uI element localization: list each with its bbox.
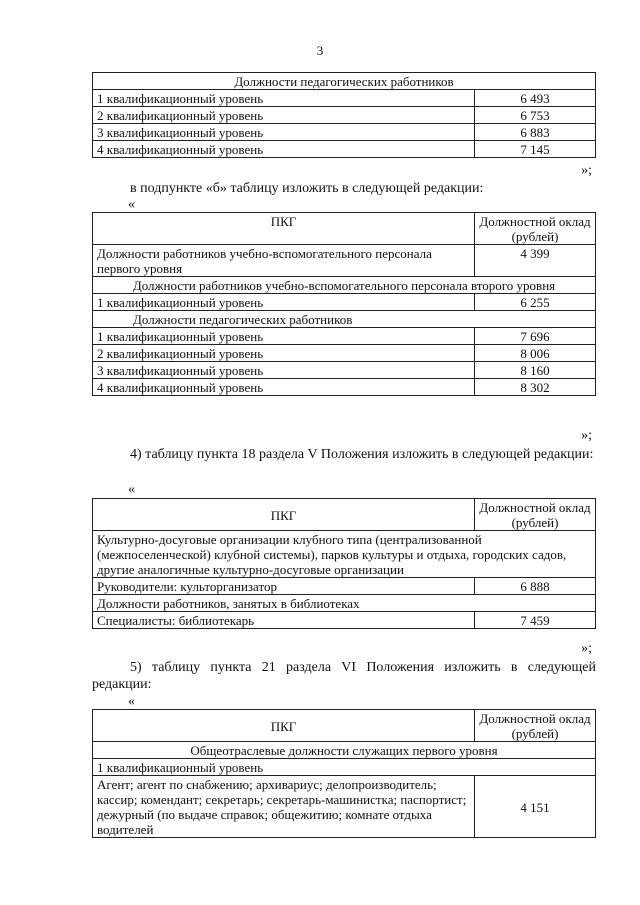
table-row <box>93 379 596 396</box>
closing-quote: »; <box>581 641 592 656</box>
row-value: 4 399 <box>475 245 596 277</box>
row-label: 3 квалификационный уровень <box>93 124 475 141</box>
row-label: Агент; агент по снабжению; архивариус; делопроизводитель; кассир; комендант; секретарь; секретарь-машинистка; паспортист; дежурный (по выдаче справок; общежитию; комнате отдыха водителей <box>93 776 475 838</box>
row-label: 1 квалификационный уровень <box>93 90 475 107</box>
row-value: 6 888 <box>475 578 596 595</box>
table-row <box>93 759 596 776</box>
table-row <box>93 107 596 124</box>
closing-quote: »; <box>581 428 592 443</box>
paragraph-point-4: 4) таблицу пункта 18 раздела V Положения изложить в следующей редакции: <box>130 447 594 462</box>
row-label: 4 квалификационный уровень <box>93 379 475 396</box>
table-row <box>93 73 596 90</box>
column-header-salary: Должностной оклад (рублей) <box>475 213 596 245</box>
table-office-salaries <box>92 709 596 838</box>
row-value: 7 696 <box>475 328 596 345</box>
row-label: 4 квалификационный уровень <box>93 141 475 158</box>
table-row <box>93 776 596 838</box>
table-row <box>93 595 596 612</box>
row-value: 6 255 <box>475 294 596 311</box>
table-row <box>93 213 596 245</box>
table-header: Должности педагогических работников <box>93 73 596 90</box>
row-value: 7 459 <box>475 612 596 629</box>
opening-quote: « <box>128 197 135 212</box>
table-row <box>93 294 596 311</box>
group-header: Культурно-досуговые организации клубного типа (централизованной (межпоселенческой) клубной системы), парков культуры и отдыха, городских садов, другие аналогичные культурно-досуговые организации <box>93 531 596 578</box>
row-value: 8 302 <box>475 379 596 396</box>
group-header: Общеотраслевые должности служащих первого уровня <box>93 742 596 759</box>
column-header-salary: Должностной оклад (рублей) <box>475 710 596 742</box>
group-header: Должности работников учебно-вспомогательного персонала второго уровня <box>93 277 596 294</box>
column-header-pkg: ПКГ <box>93 710 475 742</box>
table-row <box>93 311 596 328</box>
row-value: 6 753 <box>475 107 596 124</box>
column-header-salary: Должностной оклад (рублей) <box>475 499 596 531</box>
sub-header: 1 квалификационный уровень <box>93 759 596 776</box>
table-row <box>93 531 596 578</box>
page-number: 3 <box>316 43 324 58</box>
paragraph-subpoint-b: в подпункте «б» таблицу изложить в следующей редакции: <box>130 181 484 196</box>
row-value: 8 160 <box>475 362 596 379</box>
table-row <box>93 612 596 629</box>
table-row <box>93 124 596 141</box>
column-header-pkg: ПКГ <box>93 213 475 245</box>
row-label: 1 квалификационный уровень <box>93 294 475 311</box>
row-value: 4 151 <box>475 776 596 838</box>
table-row <box>93 245 596 277</box>
group-header: Должности работников, занятых в библиотеках <box>93 595 596 612</box>
group-header: Должности педагогических работников <box>93 311 596 328</box>
row-label: 2 квалификационный уровень <box>93 345 475 362</box>
table-row <box>93 345 596 362</box>
table-row <box>93 742 596 759</box>
row-value: 6 883 <box>475 124 596 141</box>
table-row <box>93 578 596 595</box>
table-row <box>93 362 596 379</box>
row-value: 8 006 <box>475 345 596 362</box>
row-value: 6 493 <box>475 90 596 107</box>
table-subpoint-b <box>92 212 596 396</box>
table-cultural-salaries <box>92 498 596 629</box>
table-row <box>93 141 596 158</box>
table-row <box>93 499 596 531</box>
row-value: 7 145 <box>475 141 596 158</box>
opening-quote: « <box>128 694 135 709</box>
table-row <box>93 710 596 742</box>
table-row <box>93 328 596 345</box>
table-pedagogical-salaries <box>92 72 596 158</box>
row-label: Должности работников учебно-вспомогательного персонала первого уровня <box>93 245 475 277</box>
row-label: Специалисты: библиотекарь <box>93 612 475 629</box>
opening-quote: « <box>128 482 135 497</box>
table-row <box>93 277 596 294</box>
table-row <box>93 90 596 107</box>
column-header-pkg: ПКГ <box>93 499 475 531</box>
row-label: Руководители: культорганизатор <box>93 578 475 595</box>
row-label: 3 квалификационный уровень <box>93 362 475 379</box>
row-label: 1 квалификационный уровень <box>93 328 475 345</box>
closing-quote: »; <box>581 163 592 178</box>
paragraph-point-5: 5) таблицу пункта 21 раздела VI Положения изложить в следующей редакции: <box>92 660 596 692</box>
row-label: 2 квалификационный уровень <box>93 107 475 124</box>
